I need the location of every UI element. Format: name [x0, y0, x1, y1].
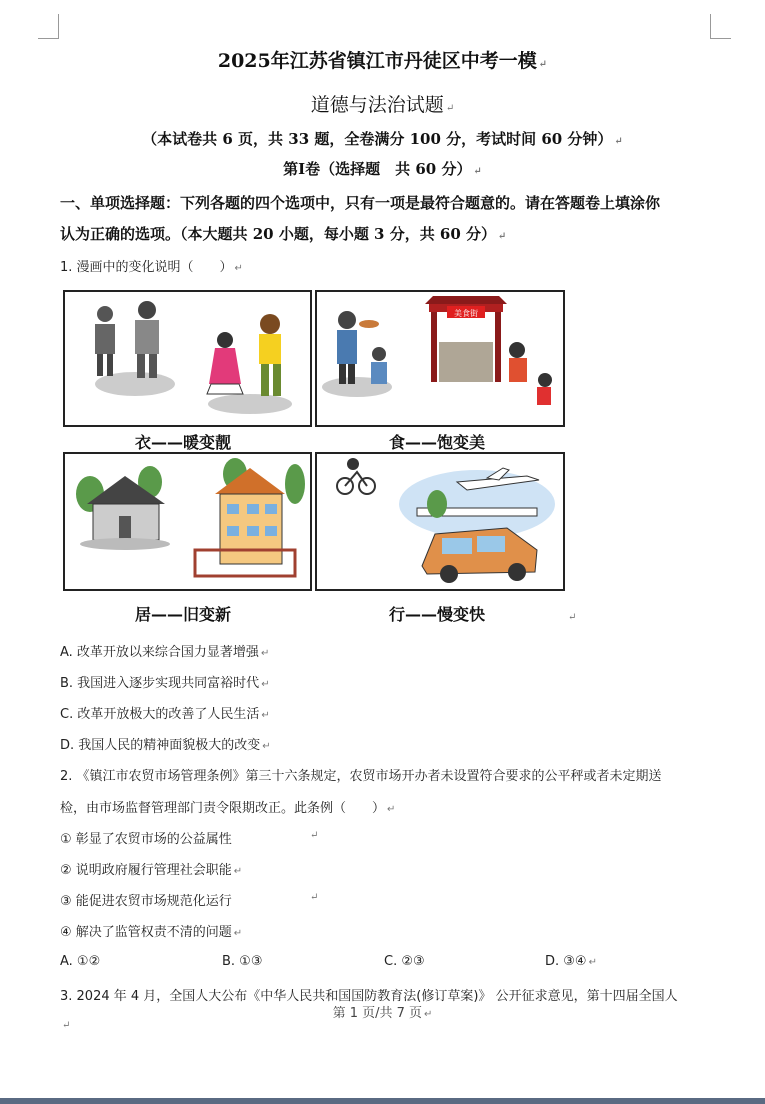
subject-title: 道德与法治试题 ↵ — [310, 94, 455, 116]
food-street-sign-text: 美食街 — [454, 309, 478, 318]
q1-option-a: A. 改革开放以来综合国力显著增强 ↵ — [60, 645, 270, 660]
paragraph-mark: ↵ — [310, 892, 319, 903]
question-2-stem-line-2: 检，由市场监督管理部门责令限期改正。此条例（ ） ↵ — [60, 801, 396, 816]
question-1-stem: 1. 漫画中的变化说明（ ） ↵ — [60, 260, 243, 275]
question-3-stem: 3. 2024 年 4 月，全国人大公布《中华人民共和国国防教育法(修订草案)》 公开征求意见，第十四届全国人 — [60, 989, 678, 1004]
caption-transport: 行——慢变快 — [389, 605, 486, 624]
comic-panel-housing — [63, 452, 312, 591]
question-2-stem-line-1: 2. 《镇江市农贸市场管理条例》第三十六条规定，农贸市场开办者未设置符合要求的公平秤或者未定期送 — [60, 769, 662, 784]
section-title: 第Ⅰ卷（选择题 共 60 分） ↵ — [283, 160, 482, 178]
instructions-line-1: 一、单项选择题：下列各题的四个选项中，只有一项是最符合题意的。请在答题卷上填涂你 — [60, 194, 661, 212]
figure-paragraph-mark: ↵ — [568, 612, 577, 623]
comic-figure — [63, 290, 565, 624]
q2-choice-b: B. ①③ — [222, 954, 263, 969]
food-illustration — [317, 292, 563, 425]
page-footer: 第 1 页/共 7 页 ↵ — [332, 1006, 433, 1021]
q2-choice-d: D. ③④ ↵ — [545, 954, 597, 969]
paragraph-mark: ↵ — [310, 830, 319, 841]
comic-panel-transport — [315, 452, 565, 591]
caption-housing: 居——旧变新 — [135, 605, 232, 624]
instructions — [60, 188, 720, 252]
q2-choice-a: A. ①② — [60, 954, 101, 969]
q1-option-b: B. 我国进入逐步实现共同富裕时代 ↵ — [60, 676, 270, 691]
caption-clothing: 衣——暖变靓 — [135, 433, 232, 452]
clothing-illustration — [65, 292, 310, 425]
comic-panel-clothing — [63, 290, 312, 427]
q2-statement-4: ④ 解决了监管权责不清的问题 ↵ — [60, 925, 243, 940]
q2-statement-2: ② 说明政府履行管理社会职能 ↵ — [60, 863, 243, 878]
exam-info: （本试卷共 6 页，共 33 题，全卷满分 100 分，考试时间 60 分钟） ↵ — [142, 130, 623, 148]
q2-statement-3: ③ 能促进农贸市场规范化运行 — [60, 894, 232, 909]
transport-illustration — [317, 454, 563, 589]
q1-option-d: D. 我国人民的精神面貌极大的改变 ↵ — [60, 738, 271, 753]
exam-title: 2025年江苏省镇江市丹徒区中考一模 ↵ — [217, 50, 548, 72]
q2-statement-1: ① 彰显了农贸市场的公益属性 — [60, 832, 232, 847]
crop-mark-top-right — [710, 14, 731, 39]
instructions-line-2: 认为正确的选项。（本大题共 20 小题，每小题 3 分，共 60 分） ↵ — [60, 225, 507, 243]
comic-panel-food — [315, 290, 565, 427]
housing-illustration — [65, 454, 310, 589]
window-bottom-bar — [0, 1098, 765, 1104]
caption-food: 食——饱变美 — [389, 433, 486, 452]
q2-choice-c: C. ②③ — [384, 954, 425, 969]
q1-option-c: C. 改革开放极大的改善了人民生活 ↵ — [60, 707, 270, 722]
crop-mark-top-left — [38, 14, 59, 39]
paragraph-mark: ↵ — [62, 1020, 71, 1031]
